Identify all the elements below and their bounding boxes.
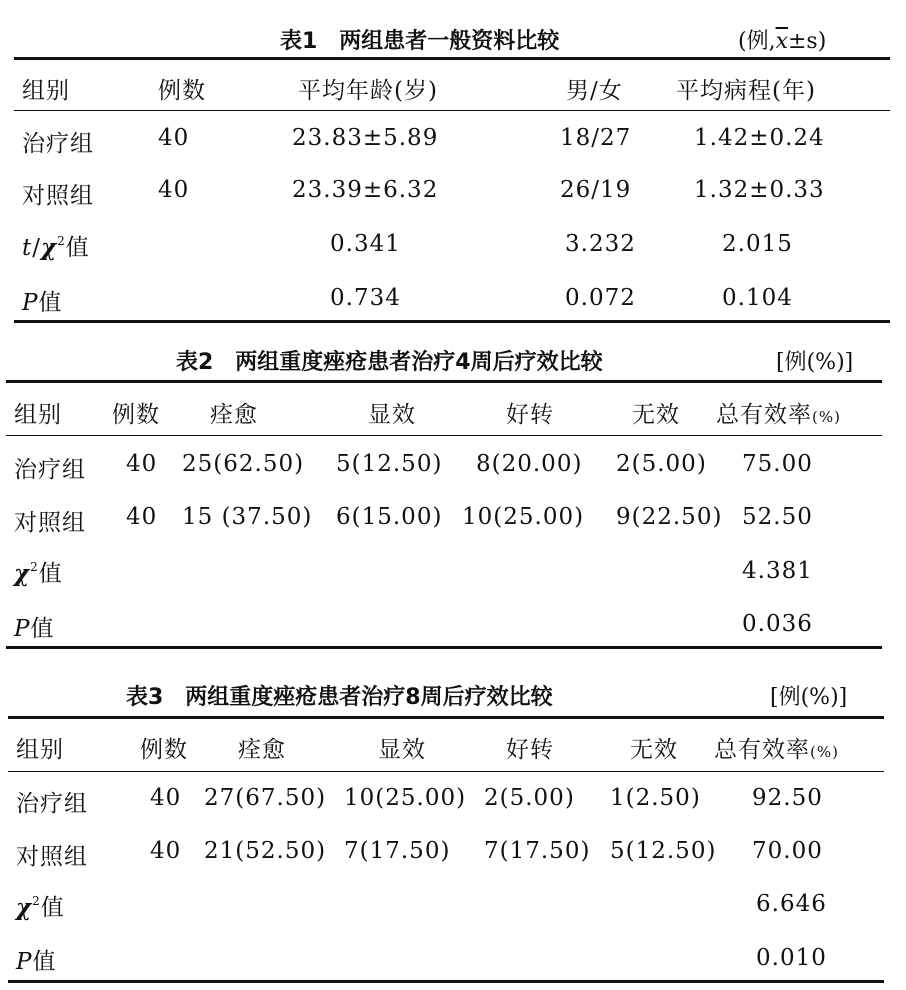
table2-unit: [例(%)]: [776, 350, 854, 375]
table1-stat-course: 2.015: [722, 231, 793, 257]
table3-p-var: P: [16, 949, 33, 975]
table1-header-sex: 男/女: [566, 78, 623, 104]
table3-header-total: [714, 731, 839, 764]
table2-p-label: [14, 610, 54, 643]
table2-row2-group: 对照组: [14, 510, 86, 536]
table2-chi-symbol: χ: [14, 560, 31, 587]
table3-row2-invalid: 5(12.50): [610, 838, 717, 864]
table3-row2-group: 对照组: [16, 844, 88, 870]
table2-row2-improved: 10(25.00): [462, 504, 585, 530]
table3-unit: [例(%)]: [770, 685, 848, 710]
table3-row1-total: 92.50: [752, 785, 823, 811]
table1-row1-course: 1.42±0.24: [694, 125, 825, 151]
table2-header-marked: 显效: [368, 402, 416, 428]
table2-header-total: [716, 396, 841, 429]
table1-p-tail: 值: [38, 290, 63, 316]
table3-row2-cured: 21(52.50): [204, 838, 327, 864]
table2-row2-cured: 15 (37.50): [182, 504, 313, 530]
table1-header-group: 组别: [22, 78, 70, 104]
table1-stat-tail: 值: [65, 235, 90, 261]
table3-chi-label: [16, 889, 65, 922]
table3-row1-cured: 27(67.50): [204, 785, 327, 811]
table1-title: 表1 两组患者一般资料比较: [280, 29, 560, 54]
table1-p-label: [22, 284, 62, 317]
table3-bottom-rule: [8, 980, 884, 983]
table3-chi-sup: 2: [32, 894, 41, 908]
table3-p-value: 0.010: [756, 945, 827, 971]
table2-row1-cured: 25(62.50): [182, 451, 305, 477]
table2-top-rule: [6, 380, 882, 383]
table1-row2-sex: 26/19: [560, 177, 632, 203]
table1-row2-course: 1.32±0.33: [694, 177, 825, 203]
table3-row2-improved: 7(17.50): [484, 838, 591, 864]
table3-header-cured: 痊愈: [238, 737, 286, 763]
table2-header-improved: 好转: [506, 402, 554, 428]
table2-bottom-rule: [6, 646, 882, 649]
table1-unit-xbar: $\overline{x}$: [775, 29, 788, 54]
table1-bottom-rule: [14, 320, 890, 323]
table1-header-rule: [14, 110, 890, 111]
table1-p-age: 0.734: [330, 285, 401, 311]
table1-header-count: 例数: [158, 78, 206, 104]
table3-row1-invalid: 1(2.50): [610, 785, 701, 811]
table2-row2-total: 52.50: [742, 504, 813, 530]
table1-unit: [738, 24, 826, 55]
table2-row1-invalid: 2(5.00): [616, 451, 707, 477]
table1-p-course: 0.104: [722, 285, 793, 311]
table3-header-improved: 好转: [506, 737, 554, 763]
table2-p-tail: 值: [30, 616, 55, 642]
table1-stat-label: [22, 229, 90, 262]
table2-header-total-pct: (%): [812, 408, 841, 426]
table3-row1-improved: 2(5.00): [484, 785, 575, 811]
table2-header-count: 例数: [112, 402, 160, 428]
table1-header-age: 平均年龄(岁): [298, 78, 438, 104]
table3-row2-count: 40: [150, 838, 182, 864]
table1-top-rule: [14, 57, 890, 60]
table2-row2-marked: 6(15.00): [336, 504, 443, 530]
table1-row1-count: 40: [158, 125, 190, 151]
table1-p-var: P: [22, 290, 39, 316]
table2-header-rule: [6, 435, 882, 436]
table3-row1-group: 治疗组: [16, 791, 88, 817]
table3-top-rule: [8, 716, 884, 719]
table1-p-sex: 0.072: [565, 285, 636, 311]
table2-header-total-label: 总有效率: [716, 402, 812, 428]
table3-header-group: 组别: [16, 737, 64, 763]
table2-row1-improved: 8(20.00): [476, 451, 583, 477]
table3-header-invalid: 无效: [630, 737, 678, 763]
table2-header-cured: 痊愈: [210, 402, 258, 428]
table3-p-label: [16, 943, 56, 976]
table3-p-tail: 值: [32, 949, 57, 975]
table2-row2-invalid: 9(22.50): [616, 504, 723, 530]
table3-title: 表3 两组重度痤疮患者治疗8周后疗效比较: [126, 685, 553, 710]
table1-stat-age: 0.341: [330, 231, 401, 257]
table1-stat-sex: 3.232: [565, 231, 636, 257]
table2-p-value: 0.036: [742, 611, 813, 637]
table3-header-count: 例数: [140, 737, 188, 763]
table1-unit-suffix: ±s): [788, 29, 827, 54]
table2-row1-count: 40: [126, 451, 158, 477]
table2-row2-count: 40: [126, 504, 158, 530]
table3-header-total-label: 总有效率: [714, 737, 810, 763]
table2-chi-label: [14, 555, 63, 588]
table1-row1-age: 23.83±5.89: [292, 125, 439, 151]
table3-chi-value: 6.646: [756, 891, 827, 917]
table1-row2-group: 对照组: [22, 183, 94, 209]
table2-row1-marked: 5(12.50): [336, 451, 443, 477]
table2-chi-value: 4.381: [742, 558, 813, 584]
table3-row1-marked: 10(25.00): [344, 785, 467, 811]
table3-header-marked: 显效: [378, 737, 426, 763]
table1-unit-prefix: (例,: [738, 29, 776, 54]
table2-row1-group: 治疗组: [14, 457, 86, 483]
table2-header-group: 组别: [14, 402, 62, 428]
table1-row1-group: 治疗组: [22, 131, 94, 157]
table3-row2-marked: 7(17.50): [344, 838, 451, 864]
table1-stat-t: t: [22, 235, 33, 261]
table3-row1-count: 40: [150, 785, 182, 811]
table3-header-rule: [8, 771, 884, 772]
table1-row2-count: 40: [158, 177, 190, 203]
table3-header-total-pct: (%): [810, 743, 839, 761]
table2-title: 表2 两组重度痤疮患者治疗4周后疗效比较: [176, 350, 603, 375]
table3-row2-total: 70.00: [752, 838, 823, 864]
table1-stat-sup: 2: [57, 234, 66, 248]
table1-stat-sep: /: [32, 235, 41, 261]
table1-header-course: 平均病程(年): [676, 78, 816, 104]
table2-header-invalid: 无效: [632, 402, 680, 428]
table1-stat-chi: χ: [41, 234, 58, 261]
table2-p-var: P: [14, 616, 31, 642]
table2-row1-total: 75.00: [742, 451, 813, 477]
table3-chi-symbol: χ: [16, 894, 33, 921]
table3-chi-tail: 值: [40, 895, 65, 921]
table2-chi-sup: 2: [30, 560, 39, 574]
table1-row2-age: 23.39±6.32: [292, 177, 439, 203]
table1-row1-sex: 18/27: [560, 125, 632, 151]
table2-chi-tail: 值: [38, 561, 63, 587]
